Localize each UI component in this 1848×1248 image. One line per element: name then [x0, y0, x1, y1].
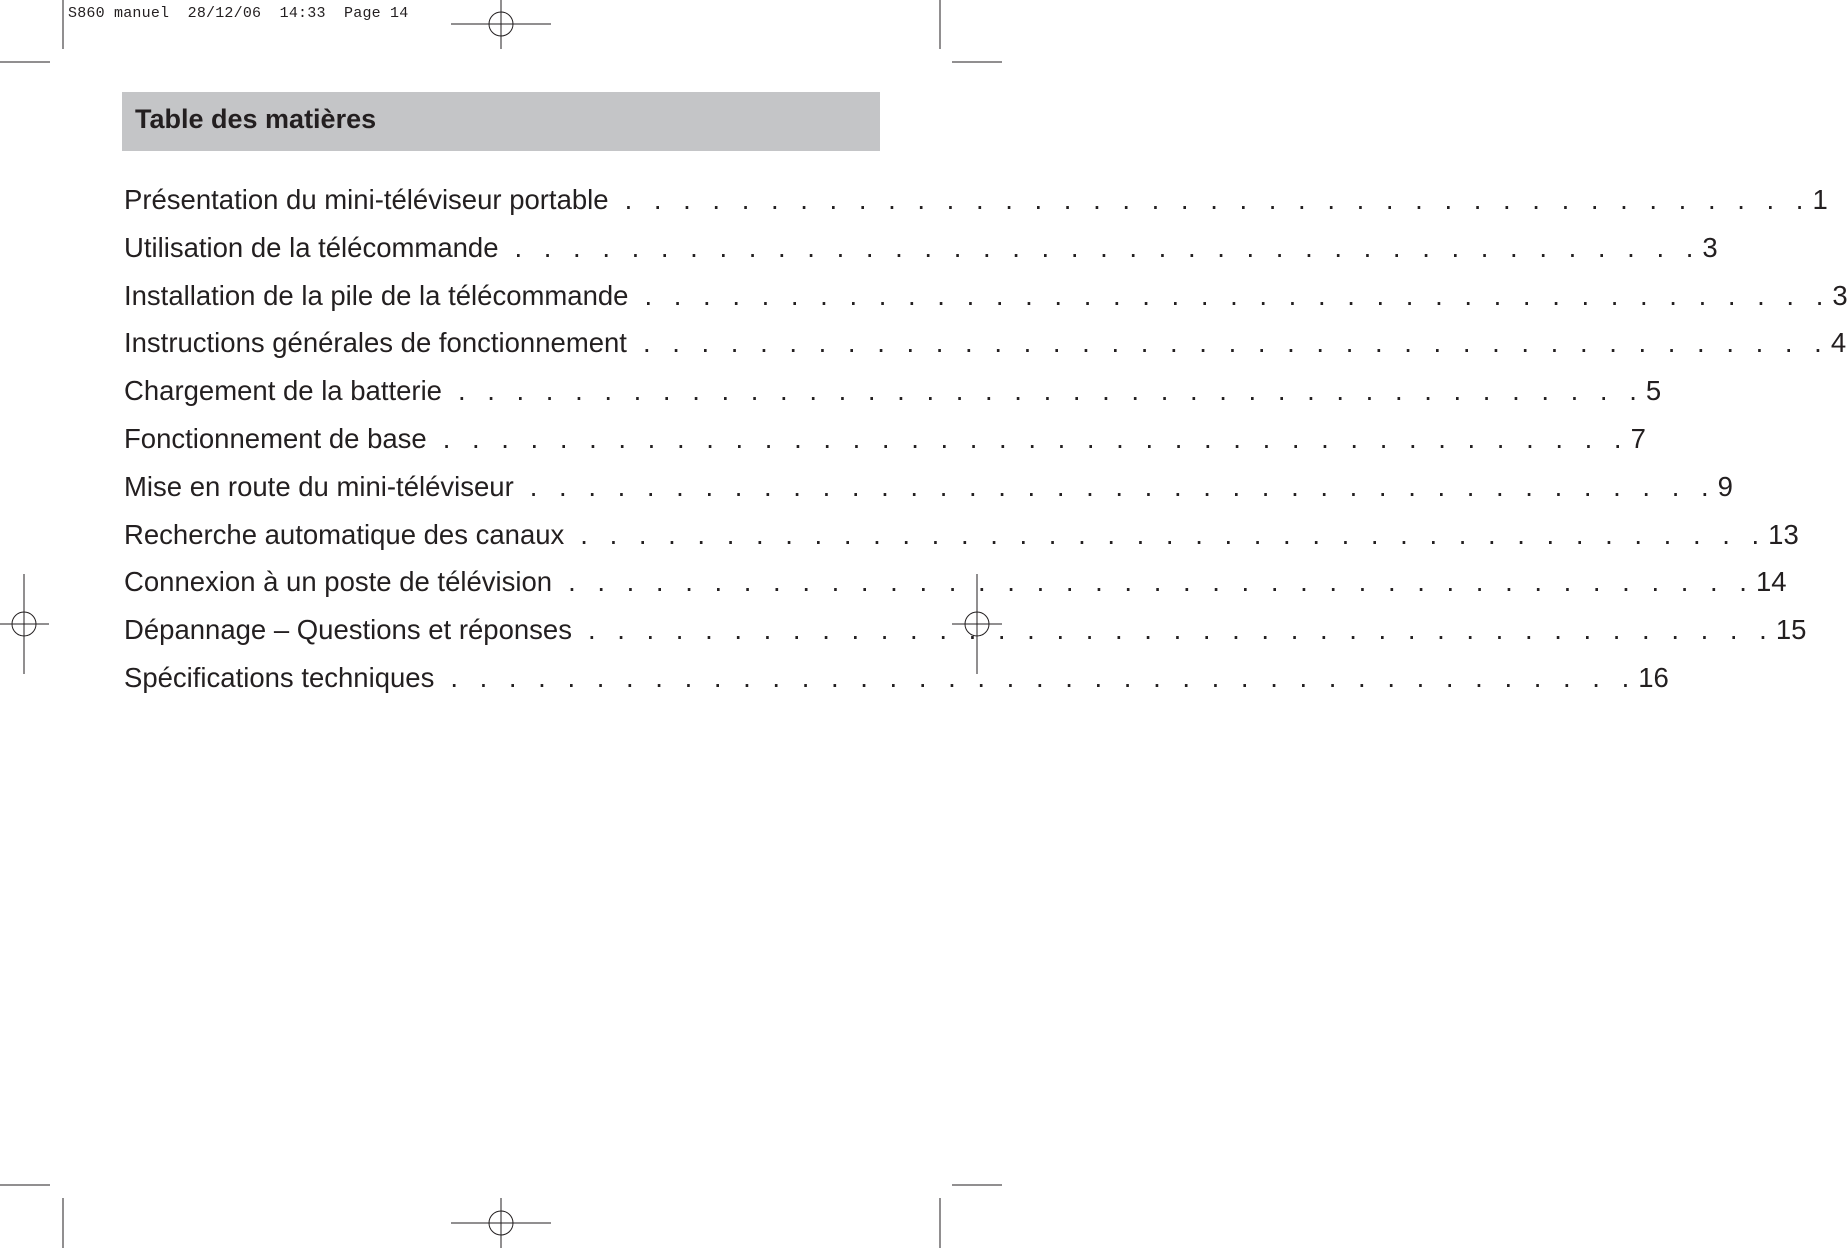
toc-entry — [124, 463, 1733, 511]
toc-entry-title: Fonctionnement de base — [124, 422, 427, 454]
toc-entry-title: Utilisation de la télécommande — [124, 231, 499, 263]
toc-entry — [124, 367, 1662, 415]
toc-page-number: 3 — [1832, 279, 1848, 311]
registration-mark-left — [0, 574, 49, 674]
toc-page-number: 7 — [1630, 422, 1646, 454]
section-header — [122, 92, 880, 151]
toc-dot-leader: . . . . . . . . . . . . . . . . . . . . . . . . . . . . . . . . . . . . . . . . . — [442, 422, 1629, 454]
toc-entry-title: Présentation du mini-téléviseur portable — [124, 184, 609, 215]
table-of-contents — [124, 176, 1848, 702]
toc-entry-title: Spécifications techniques — [124, 661, 435, 693]
toc-page-number: 16 — [1638, 661, 1669, 693]
toc-page-number: 3 — [1702, 231, 1718, 263]
toc-entry-title: Recherche automatique des canaux — [124, 518, 565, 550]
toc-page-number: 9 — [1717, 470, 1733, 502]
toc-page-number: 14 — [1755, 566, 1787, 598]
toc-entry — [124, 511, 1799, 559]
toc-entry-title: Instructions générales de fonctionnement — [124, 327, 627, 359]
toc-entry — [124, 272, 1848, 320]
toc-dot-leader: . . . . . . . . . . . . . . . . . . . . . . . . . . . . . . . . . . . . . . . . . — [457, 375, 1644, 407]
toc-dot-leader: . . . . . . . . . . . . . . . . . . . . . . . . . . . . . . . . . . . . . . . . . — [514, 231, 1701, 263]
toc-dot-leader: . . . . . . . . . . . . . . . . . . . . . . . . . . . . . . . . . . . . . . . . . — [644, 279, 1831, 311]
toc-entry — [124, 415, 1646, 463]
toc-entry-title: Mise en route du mini-téléviseur — [124, 470, 514, 502]
toc-entry-title: Dépannage – Questions et réponses — [124, 614, 572, 646]
toc-entry — [124, 654, 1669, 702]
toc-entry — [124, 606, 1807, 654]
registration-mark-top — [451, 0, 551, 49]
toc-entry — [124, 558, 1787, 606]
toc-entry-title: Connexion à un poste de télévision — [124, 566, 553, 598]
toc-entry — [124, 319, 1847, 367]
toc-page-number: 1 — [1812, 184, 1828, 215]
toc-dot-leader: . . . . . . . . . . . . . . . . . . . . . . . . . . . . . . . . . . . . . . . . . — [450, 661, 1637, 693]
toc-entry-title: Chargement de la batterie — [124, 375, 442, 407]
toc-dot-leader: . . . . . . . . . . . . . . . . . . . . . . . . . . . . . . . . . . . . . . . . . — [529, 470, 1716, 502]
toc-entry — [124, 176, 1828, 224]
toc-dot-leader: . . . . . . . . . . . . . . . . . . . . . . . . . . . . . . . . . . . . . . . . . — [624, 184, 1811, 215]
toc-page-number: 15 — [1775, 614, 1807, 646]
toc-dot-leader: . . . . . . . . . . . . . . . . . . . . . . . . . . . . . . . . . . . . . . . . . — [642, 327, 1829, 359]
toc-entry-title: Installation de la pile de la télécommande — [124, 279, 629, 311]
toc-dot-leader: . . . . . . . . . . . . . . . . . . . . . . . . . . . . . . . . . . . . . . . . . — [568, 566, 1754, 598]
toc-entry — [124, 224, 1718, 272]
toc-dot-leader: . . . . . . . . . . . . . . . . . . . . . . . . . . . . . . . . . . . . . . . . . — [587, 614, 1774, 646]
page-title: Table des matières — [135, 104, 377, 134]
registration-mark-bottom — [451, 1198, 551, 1248]
toc-page-number: 4 — [1830, 327, 1847, 359]
toc-page-number: 13 — [1768, 518, 1799, 550]
toc-page-number: 5 — [1645, 375, 1662, 407]
toc-dot-leader: . . . . . . . . . . . . . . . . . . . . . . . . . . . . . . . . . . . . . . . . . — [580, 518, 1767, 550]
print-slug: S860 manuel 28/12/06 14:33 Page 14 — [68, 5, 409, 22]
